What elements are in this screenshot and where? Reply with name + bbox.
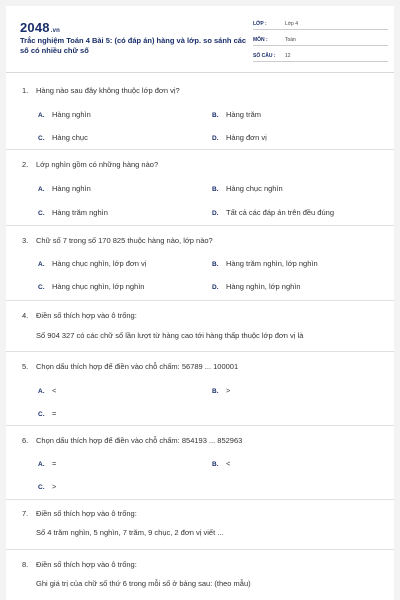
option-letter: B. (212, 261, 219, 268)
question-number: 8. (22, 560, 29, 569)
brand-domain: .vn (50, 28, 61, 34)
question-number: 2. (22, 160, 29, 169)
option-3d[interactable] (212, 282, 301, 291)
option-5b[interactable] (212, 386, 230, 395)
option-letter: A. (38, 112, 45, 119)
option-letter: C. (38, 284, 45, 291)
option-1a[interactable] (38, 110, 91, 119)
option-letter: B. (212, 461, 219, 468)
option-6a[interactable] (38, 459, 56, 468)
question-4-statement: Số 904 327 có các chữ số lần lượt từ hàng cao tới hàng thấp thuộc lớp đơn vị là (36, 331, 304, 340)
question-text: Chọn dấu thích hợp để điền vào chỗ chấm: 56789 ... 100001 (36, 362, 239, 371)
option-text: Hàng chục nghìn (226, 184, 283, 193)
option-letter: C. (38, 135, 45, 142)
option-1b[interactable] (212, 110, 261, 119)
question-text: Chọn dấu thích hợp để điền vào chỗ chấm: 854193 ... 852963 (36, 436, 243, 445)
option-letter: B. (212, 388, 219, 395)
option-letter: B. (212, 186, 219, 193)
option-text: Hàng đơn vị (226, 133, 267, 142)
question-text: Lớp nghìn gồm có những hàng nào? (36, 160, 159, 169)
meta-row-class (253, 14, 388, 30)
option-letter: D. (212, 284, 219, 291)
question-text: Điền số thích hợp vào ô trống: (36, 311, 137, 320)
option-1d[interactable] (212, 133, 267, 142)
option-text: Hàng chục (52, 133, 88, 142)
option-6b[interactable] (212, 459, 230, 468)
option-2c[interactable] (38, 208, 108, 217)
option-letter: D. (212, 135, 219, 142)
option-text: > (226, 386, 231, 395)
brand-logo (20, 20, 60, 35)
option-letter: A. (38, 388, 45, 395)
option-2b[interactable] (212, 184, 283, 193)
option-letter: A. (38, 186, 45, 193)
option-text: Hàng trăm nghìn (52, 208, 108, 217)
question-divider (6, 351, 394, 352)
question-text: Điền số thích hợp vào ô trống: (36, 509, 137, 518)
option-letter: D. (212, 210, 219, 217)
meta-value: Toán (285, 37, 296, 43)
question-divider (6, 300, 394, 301)
option-text: < (226, 459, 231, 468)
option-3b[interactable] (212, 259, 318, 268)
option-6c[interactable] (38, 482, 56, 491)
meta-box (253, 14, 388, 62)
question-divider (6, 499, 394, 500)
option-text: < (52, 386, 57, 395)
question-number: 4. (22, 311, 29, 320)
page-title: Trắc nghiệm Toán 4 Bài 5: (có đáp án) hàng và lớp. so sánh các số có nhiều chữ số (20, 36, 247, 55)
option-letter: C. (38, 210, 45, 217)
question-text: Hàng nào sau đây không thuộc lớp đơn vị? (36, 86, 180, 95)
question-number: 7. (22, 509, 29, 518)
question-number: 3. (22, 236, 29, 245)
document-page (6, 6, 394, 600)
option-2d[interactable] (212, 208, 334, 217)
question-divider (6, 549, 394, 550)
option-letter: A. (38, 461, 45, 468)
option-text: Hàng nghìn, lớp nghìn (226, 282, 301, 291)
option-text: Hàng chục nghìn, lớp đơn vị (52, 259, 147, 268)
question-text: Điền số thích hợp vào ô trống: (36, 560, 137, 569)
option-3c[interactable] (38, 282, 144, 291)
question-8-statement: Ghi giá trị của chữ số thứ 6 trong mỗi số ở bảng sau: (theo mẫu) (36, 579, 251, 588)
option-letter: C. (38, 411, 45, 418)
meta-label: SỐ CÂU : (253, 53, 276, 59)
option-letter: C. (38, 484, 45, 491)
option-3a[interactable] (38, 259, 146, 268)
brand-name: 2048 (20, 20, 50, 35)
option-text: = (52, 409, 57, 418)
meta-label: LỚP : (253, 21, 267, 27)
question-divider (6, 149, 394, 150)
meta-value: Lớp 4 (285, 21, 299, 27)
option-text: Tất cả các đáp án trên đều đúng (226, 208, 334, 217)
option-2a[interactable] (38, 184, 91, 193)
option-5c[interactable] (38, 409, 56, 418)
option-text: Hàng chục nghìn, lớp nghìn (52, 282, 145, 291)
option-text: Hàng trăm nghìn, lớp nghìn (226, 259, 318, 268)
meta-label: MÔN : (253, 37, 268, 43)
meta-row-count (253, 46, 388, 62)
option-text: Hàng nghìn (52, 184, 91, 193)
question-number: 1. (22, 86, 29, 95)
option-text: = (52, 459, 57, 468)
meta-value: 12 (285, 53, 291, 59)
option-text: > (52, 482, 57, 491)
option-letter: A. (38, 261, 45, 268)
question-number: 6. (22, 436, 29, 445)
question-7-statement: Số 4 trăm nghìn, 5 nghìn, 7 trăm, 9 chục, 2 đơn vị viết ... (36, 528, 224, 537)
option-letter: B. (212, 112, 219, 119)
option-1c[interactable] (38, 133, 88, 142)
question-number: 5. (22, 362, 29, 371)
option-text: Hàng nghìn (52, 110, 91, 119)
header (6, 6, 394, 66)
question-text: Chữ số 7 trong số 170 825 thuộc hàng nào, lớp nào? (36, 236, 213, 245)
meta-row-subject (253, 30, 388, 46)
question-divider (6, 225, 394, 226)
header-divider (6, 72, 394, 73)
option-text: Hàng trăm (226, 110, 262, 119)
option-5a[interactable] (38, 386, 56, 395)
question-divider (6, 425, 394, 426)
